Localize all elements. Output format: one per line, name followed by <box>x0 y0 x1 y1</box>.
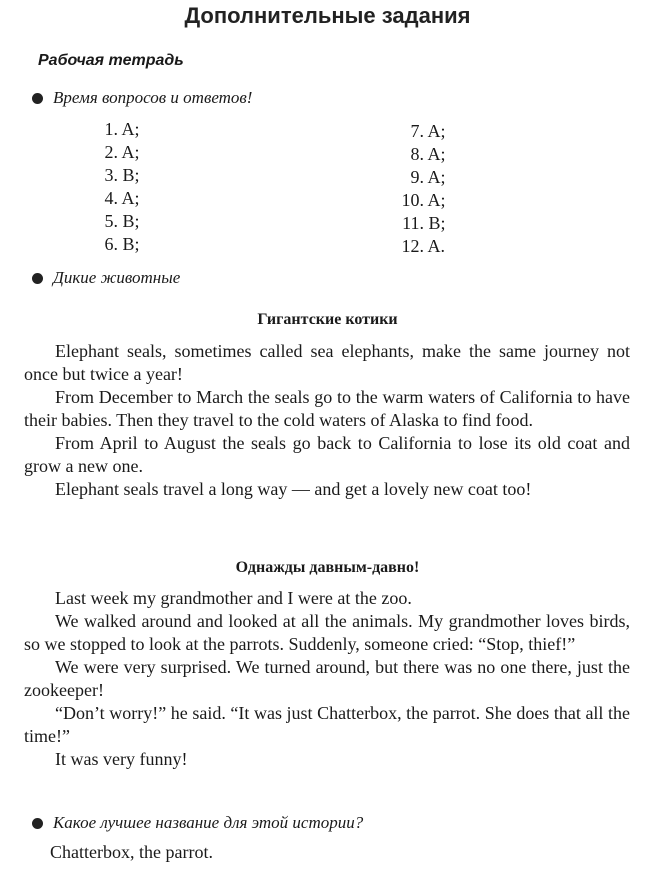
story-text <box>24 587 630 771</box>
paragraph: It was very funny! <box>55 749 188 769</box>
answer-item: 7. A; <box>410 121 446 141</box>
answer-item: 6. B; <box>104 234 140 254</box>
answer-item: 11. B; <box>402 213 446 233</box>
answer-item: 12. A. <box>401 236 446 256</box>
paragraph: We were very surprised. We turned around, but there was no one there, just the zookeeper! <box>24 657 630 700</box>
paragraph: Elephant seals travel a long way — and get a lovely new coat too! <box>55 479 532 499</box>
answer-text: Chatterbox, the parrot. <box>50 842 213 862</box>
section-heading-text: Какое лучшее название для этой истории? <box>53 813 364 832</box>
story-text <box>24 340 630 501</box>
answer-item: 9. A; <box>410 167 446 187</box>
bullet-icon <box>32 273 43 284</box>
answer-item: 8. A; <box>410 144 446 164</box>
bullet-icon <box>32 818 43 829</box>
section-heading-qa <box>32 88 252 108</box>
page-title: Дополнительные задания <box>184 3 471 28</box>
paragraph: Elephant seals, sometimes called sea elephants, make the same journey not once but twice a year! <box>24 341 630 384</box>
answer-item: 5. B; <box>104 211 140 231</box>
answer-item: 1. A; <box>104 119 140 139</box>
paragraph: From December to March the seals go to the warm waters of California to have their babies. Then they travel to the cold waters of Alaska to find food. <box>24 387 630 430</box>
paragraph: Last week my grandmother and I were at the zoo. <box>55 588 412 608</box>
answer-item: 10. A; <box>401 190 446 210</box>
workbook-subtitle: Рабочая тетрадь <box>38 52 184 69</box>
paragraph: From April to August the seals go back to California to lose its old coat and grow a new one. <box>24 433 630 476</box>
answers-right-column <box>394 120 446 258</box>
answer-item: 4. A; <box>104 188 140 208</box>
answer-item: 3. B; <box>104 165 140 185</box>
story-title: Однажды давным-давно! <box>235 559 420 576</box>
section-heading-text: Дикие животные <box>53 268 181 287</box>
paragraph: We walked around and looked at all the animals. My grandmother loves birds, so we stopped to look at the parrots. Suddenly, someone cried: “Stop, thief!” <box>24 611 630 654</box>
answer-item: 2. A; <box>104 142 140 162</box>
answers-left-column <box>96 118 140 256</box>
section-heading-question <box>32 813 363 833</box>
section-heading-wild-animals <box>32 268 180 288</box>
section-heading-text: Время вопросов и ответов! <box>53 88 253 107</box>
bullet-icon <box>32 93 43 104</box>
story-title: Гигантские котики <box>257 311 398 328</box>
paragraph: “Don’t worry!” he said. “It was just Chatterbox, the parrot. She does that all the time!” <box>24 703 630 746</box>
